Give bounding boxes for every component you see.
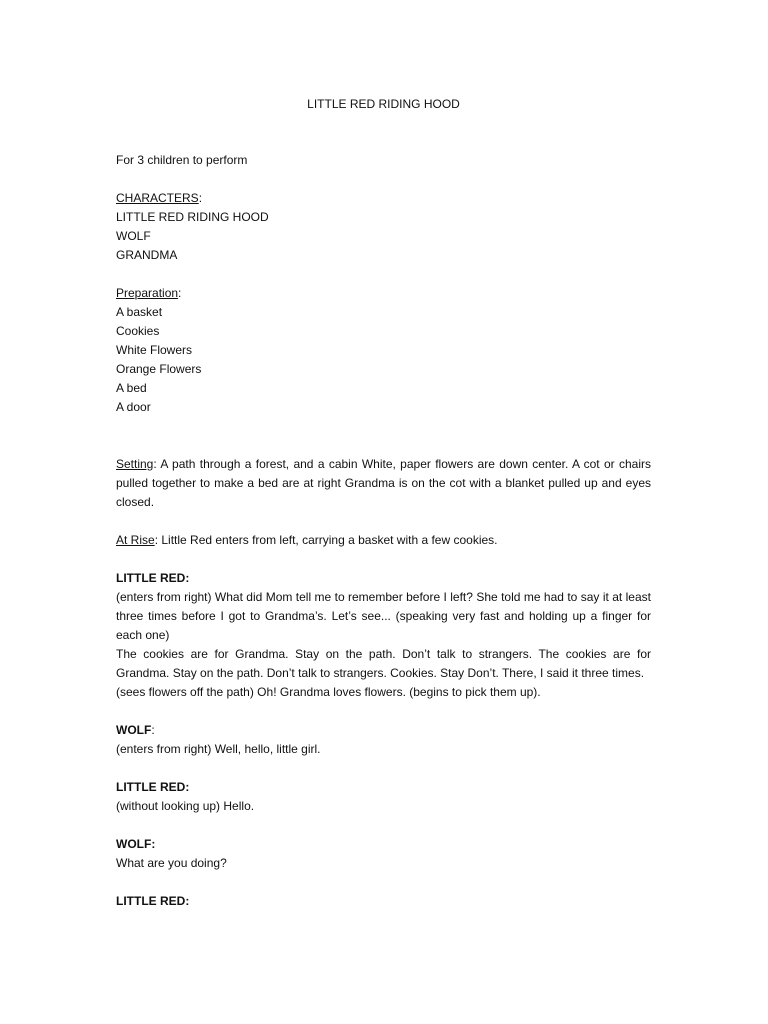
at-rise-text: : Little Red enters from left, carrying a basket with a few cookies. xyxy=(154,533,498,547)
preparation-heading-label: Preparation xyxy=(116,286,179,300)
dialogue-line: The cookies are for Grandma. Stay on the path. Don’t talk to strangers. The cookies are for Grandma. Stay on the path. Don’t talk to strangers. Cookies. Stay Don’t. There, I said it three times. xyxy=(116,647,651,680)
setting-label: Setting xyxy=(116,457,154,471)
speaker-name: LITTLE RED: xyxy=(116,894,190,908)
speaker-name: LITTLE RED: xyxy=(116,571,190,585)
preparation-item: Cookies xyxy=(116,324,160,338)
at-rise-paragraph xyxy=(116,531,651,550)
preparation-item: A bed xyxy=(116,381,147,395)
dialogue-line: What are you doing? xyxy=(116,856,227,870)
character-item: WOLF xyxy=(116,229,151,243)
setting-text: : A path through a forest, and a cabin White, paper flowers are down center. A cot or chairs pulled together to make a bed are at right Grandma is on the cot with a blanket pulled up and eyes closed. xyxy=(116,457,651,509)
dialogue-line: (without looking up) Hello. xyxy=(116,799,255,813)
setting-paragraph xyxy=(116,455,651,512)
preparation-item: Orange Flowers xyxy=(116,362,202,376)
speaker-name: LITTLE RED: xyxy=(116,780,190,794)
speaker-heading xyxy=(116,721,651,740)
preparation-item: A basket xyxy=(116,305,163,319)
dialogue-line: (enters from right) Well, hello, little girl. xyxy=(116,742,321,756)
document-body xyxy=(116,95,651,911)
at-rise-label: At Rise xyxy=(116,533,155,547)
speaker-name: WOLF xyxy=(116,723,152,737)
character-item: LITTLE RED RIDING HOOD xyxy=(116,210,269,224)
document-title: LITTLE RED RIDING HOOD xyxy=(307,97,460,111)
preparation-heading: Preparation: xyxy=(116,286,182,300)
dialogue-line: (sees flowers off the path) Oh! Grandma loves flowers. (begins to pick them up). xyxy=(116,685,541,699)
subtitle: For 3 children to perform xyxy=(116,153,248,167)
preparation-item: A door xyxy=(116,400,151,414)
dialogue-line: (enters from right) What did Mom tell me to remember before I left? She told me had to say it at least three times before I got to Grandma’s. Let’s see... (speaking very fast and holding up a finger for each one) xyxy=(116,590,651,642)
speaker-suffix: : xyxy=(151,723,155,737)
speaker-name: WOLF: xyxy=(116,837,156,851)
characters-heading-label: CHARACTERS xyxy=(116,191,199,205)
preparation-item: White Flowers xyxy=(116,343,193,357)
character-item: GRANDMA xyxy=(116,248,178,262)
characters-heading: CHARACTERS: xyxy=(116,191,203,205)
